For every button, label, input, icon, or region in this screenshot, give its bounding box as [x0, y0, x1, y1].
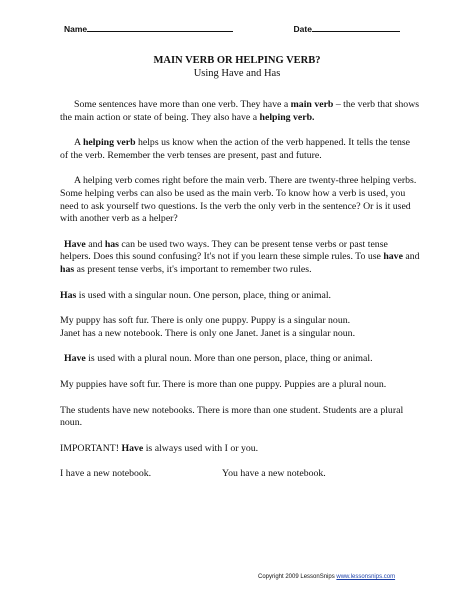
p1-text-c: – the verb that shows the main action or state of being. They also have a — [60, 99, 420, 123]
p4-text-f: and — [402, 251, 420, 263]
rule-has — [60, 290, 420, 303]
term-has-2: has — [60, 263, 75, 275]
title-main: MAIN VERB OR HELPING VERB? — [153, 55, 321, 66]
examples-has — [60, 315, 420, 340]
important-term-have: Have — [121, 442, 144, 454]
date-label: Date — [293, 24, 312, 34]
term-has: has — [104, 238, 119, 250]
p4-text-h: as present tense verbs, it's important to remember two rules. — [74, 263, 312, 275]
copyright-text: Copyright 2009 LessonSnips — [258, 574, 337, 580]
name-date-header — [64, 24, 400, 34]
p4-text-d: can be used two ways. They can be present tense verbs or past tense helpers. Does this sound confusing? It's not if you learn these simple rules. To use — [60, 238, 388, 263]
rule-have-term: Have — [64, 353, 86, 365]
p2-text-a: A — [74, 137, 83, 149]
term-have: Have — [64, 238, 86, 250]
example-janet: Janet has a new notebook. There is only one Janet. Janet is a singular noun. — [60, 327, 356, 339]
example-you-have: You have a new notebook. — [222, 468, 326, 480]
important-note — [60, 443, 420, 456]
worksheet-body — [60, 99, 420, 482]
important-text: is always used with I or you. — [143, 442, 259, 454]
important-label: IMPORTANT! — [60, 442, 122, 454]
example-puppy: My puppy has soft fur. There is only one puppy. Puppy is a singular noun. — [60, 315, 351, 327]
rule-has-text: is used with a singular noun. One person, place, thing or animal. — [76, 289, 332, 301]
paragraph-twenty-three: A helping verb comes right before the main verb. There are twenty-three helping verbs. Some helping verbs can also be used as the main verb. To know how a verb is used, you need to ask yourself two questions. Is the verb the only verb in the sentence? Or is it used with another verb as a helper? — [60, 175, 417, 225]
term-helping-verb-2: helping verb — [82, 137, 136, 149]
rule-have — [60, 353, 420, 366]
name-blank-line[interactable] — [87, 31, 233, 32]
term-helping-verb: helping verb. — [259, 111, 315, 123]
term-have-2: have — [383, 251, 403, 263]
p4-text-b: and — [85, 238, 105, 250]
rule-have-text: is used with a plural noun. More than one person, place, thing or animal. — [85, 353, 373, 365]
final-examples — [60, 468, 420, 482]
paragraph-have-has — [60, 239, 420, 277]
name-label: Name — [64, 24, 88, 34]
paragraph-helping-verb — [60, 137, 420, 162]
copyright-footer — [258, 574, 395, 580]
example-students: The students have new notebooks. There is more than one student. Students are a plural noun. — [60, 404, 404, 429]
rule-has-term: Has — [60, 289, 77, 301]
example-i-have: I have a new notebook. — [60, 468, 152, 480]
date-blank-line[interactable] — [312, 31, 400, 32]
p2-text-c: helps us know when the action of the verb happened. It tells the tense of the verb. Remember the verb tenses are present, past and future. — [60, 137, 411, 161]
paragraph-intro — [60, 99, 420, 124]
example-puppies: My puppies have soft fur. There is more than one puppy. Puppies are a plural noun. — [60, 378, 387, 390]
footer-link[interactable]: www.lessonsnips.com — [336, 574, 396, 580]
p1-text-a: Some sentences have more than one verb. They have a — [74, 99, 291, 110]
title-subtitle: Using Have and Has — [193, 68, 281, 79]
worksheet-title — [0, 54, 474, 80]
term-main-verb: main verb — [290, 99, 334, 110]
